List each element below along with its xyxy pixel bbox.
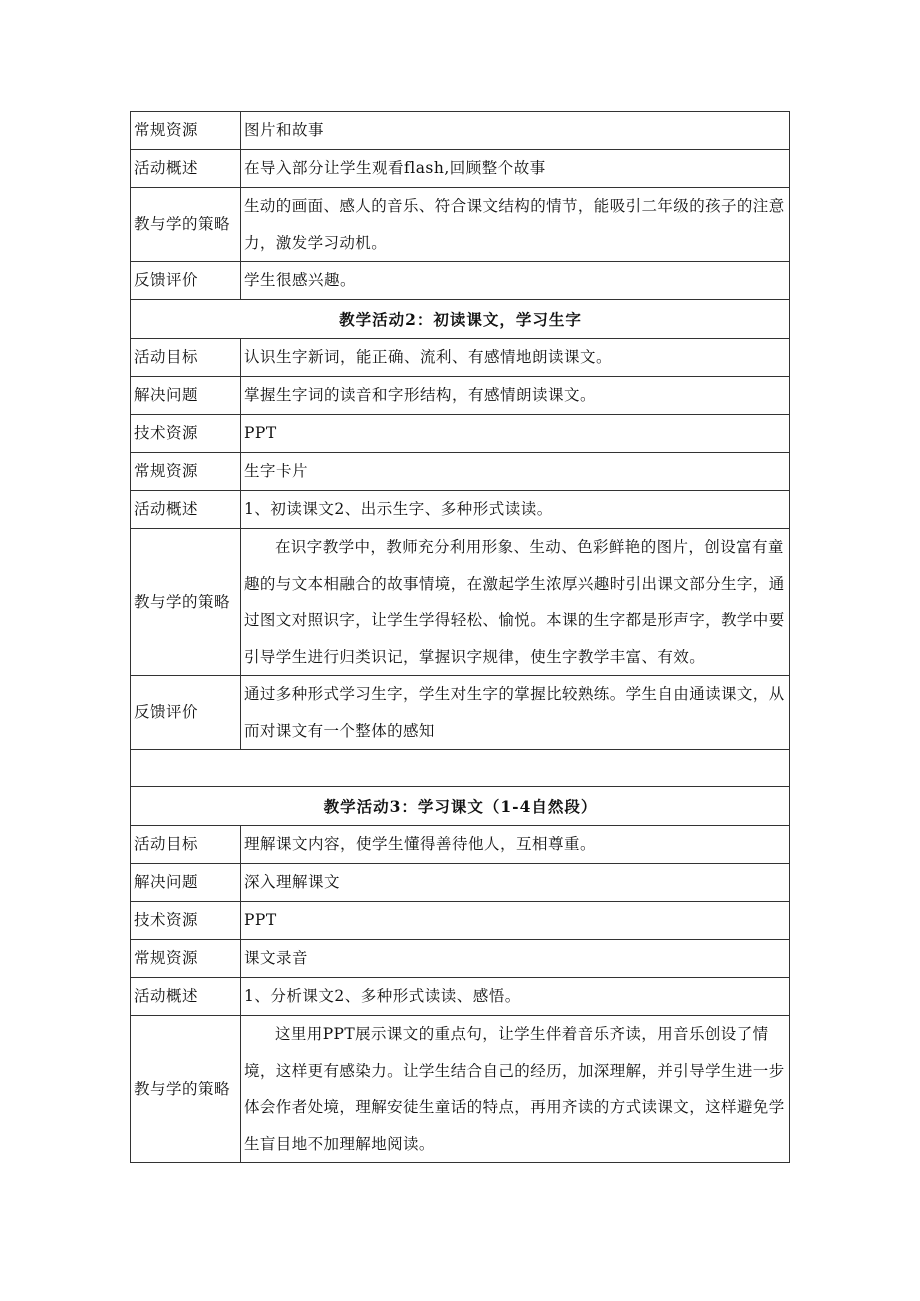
row-label: 教与学的策略 <box>131 529 241 676</box>
row-value: 在导入部分让学生观看flash,回顾整个故事 <box>241 150 790 188</box>
row-value: PPT <box>241 415 790 453</box>
row-label: 教与学的策略 <box>131 1016 241 1163</box>
row-label: 活动概述 <box>131 150 241 188</box>
blank-cell <box>131 750 790 787</box>
table-row <box>131 491 790 529</box>
row-label: 活动目标 <box>131 826 241 864</box>
table-row <box>131 339 790 377</box>
table-row <box>131 415 790 453</box>
lesson-plan-table <box>130 111 790 1163</box>
row-label: 常规资源 <box>131 453 241 491</box>
row-value: 掌握生字词的读音和字形结构，有感情朗读课文。 <box>241 377 790 415</box>
table-row <box>131 529 790 676</box>
row-value: 通过多种形式学习生字，学生对生字的掌握比较熟练。学生自由通读课文，从而对课文有一个整体的感知 <box>241 676 790 750</box>
row-value: 认识生字新词，能正确、流利、有感情地朗读课文。 <box>241 339 790 377</box>
row-label: 反馈评价 <box>131 262 241 300</box>
table-row <box>131 902 790 940</box>
row-value: 深入理解课文 <box>241 864 790 902</box>
row-label: 反馈评价 <box>131 676 241 750</box>
table-row <box>131 940 790 978</box>
table-row <box>131 676 790 750</box>
row-label: 解决问题 <box>131 377 241 415</box>
activity-3-title: 教学活动3：学习课文（1-4自然段） <box>131 787 790 826</box>
row-value: 理解课文内容，使学生懂得善待他人，互相尊重。 <box>241 826 790 864</box>
row-label: 活动概述 <box>131 491 241 529</box>
row-value: 生字卡片 <box>241 453 790 491</box>
table-row <box>131 188 790 262</box>
row-label: 技术资源 <box>131 415 241 453</box>
table-row <box>131 1016 790 1163</box>
table-row <box>131 864 790 902</box>
row-label: 常规资源 <box>131 112 241 150</box>
row-label: 活动目标 <box>131 339 241 377</box>
blank-row <box>131 750 790 787</box>
row-value: 在识字教学中，教师充分利用形象、生动、色彩鲜艳的图片，创设富有童趣的与文本相融合的故事情境，在激起学生浓厚兴趣时引出课文部分生字，通过图文对照识字，让学生学得轻松、愉悦。本课的生字都是形声字，教学中要引导学生进行归类识记，掌握识字规律，使生字教学丰富、有效。 <box>241 529 790 676</box>
row-value: 图片和故事 <box>241 112 790 150</box>
row-label: 教与学的策略 <box>131 188 241 262</box>
row-value: 1、分析课文2、多种形式读读、感悟。 <box>241 978 790 1016</box>
row-value: 课文录音 <box>241 940 790 978</box>
row-label: 常规资源 <box>131 940 241 978</box>
section-title-row <box>131 300 790 339</box>
table-row <box>131 112 790 150</box>
row-value: 1、初读课文2、出示生字、多种形式读读。 <box>241 491 790 529</box>
row-label: 活动概述 <box>131 978 241 1016</box>
table-row <box>131 453 790 491</box>
activity-2-title: 教学活动2：初读课文，学习生字 <box>131 300 790 339</box>
table-row <box>131 377 790 415</box>
table-row <box>131 150 790 188</box>
section-title-row <box>131 787 790 826</box>
row-value: 生动的画面、感人的音乐、符合课文结构的情节，能吸引二年级的孩子的注意力，激发学习动机。 <box>241 188 790 262</box>
row-value: 这里用PPT展示课文的重点句，让学生伴着音乐齐读，用音乐创设了情境，这样更有感染力。让学生结合自己的经历，加深理解，并引导学生进一步体会作者处境，理解安徒生童话的特点，再用齐读的方式读课文，这样避免学生盲目地不加理解地阅读。 <box>241 1016 790 1163</box>
row-value: PPT <box>241 902 790 940</box>
table-row <box>131 826 790 864</box>
table-row <box>131 978 790 1016</box>
row-label: 解决问题 <box>131 864 241 902</box>
row-label: 技术资源 <box>131 902 241 940</box>
row-value: 学生很感兴趣。 <box>241 262 790 300</box>
table-row <box>131 262 790 300</box>
